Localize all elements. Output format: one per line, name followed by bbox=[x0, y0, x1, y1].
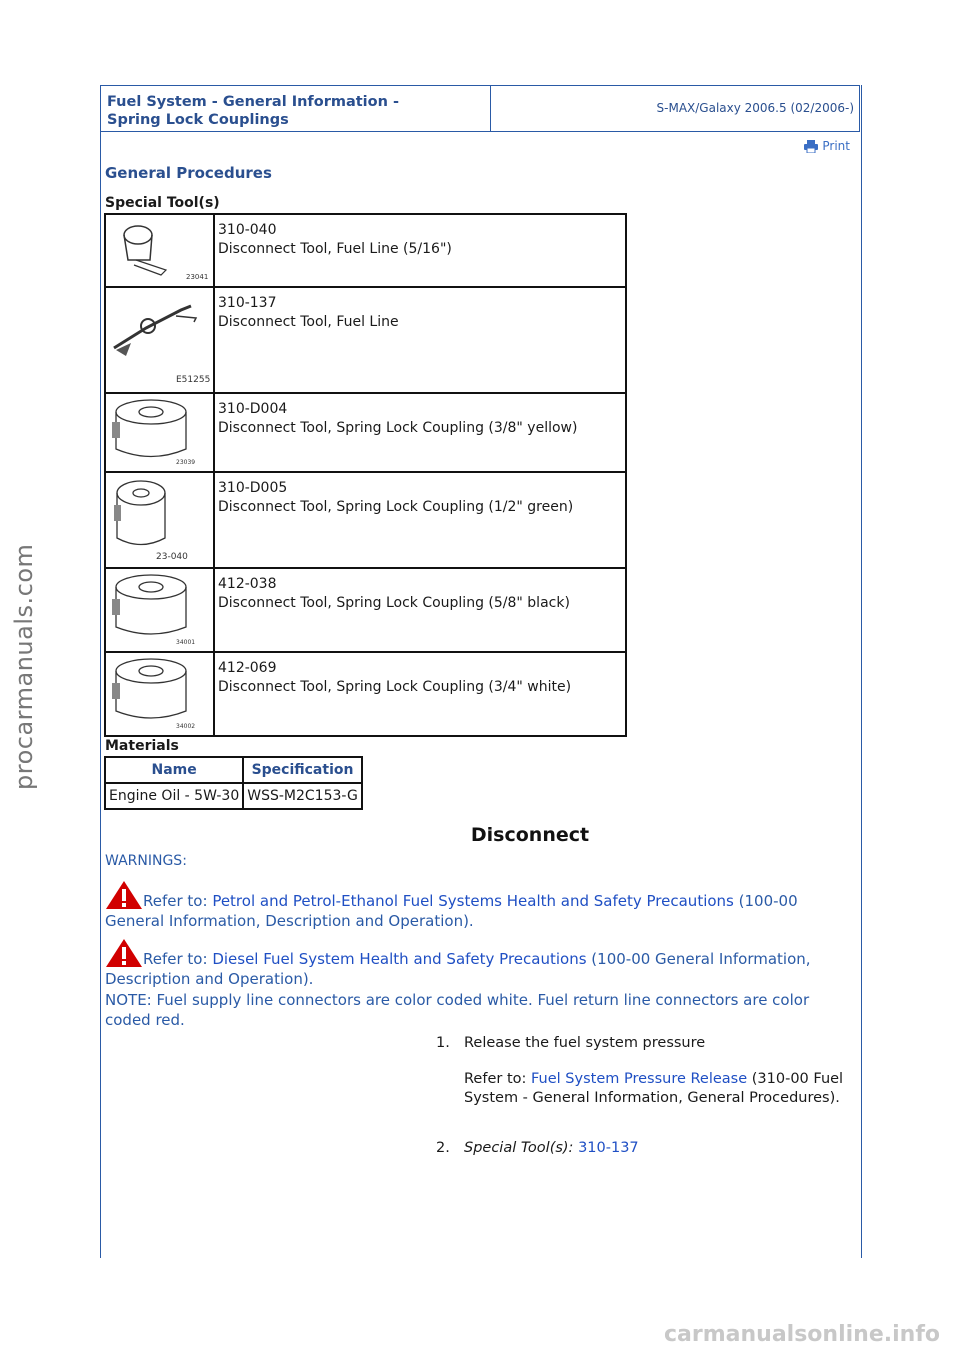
warning-icon bbox=[105, 880, 143, 910]
tool-code: 310-040 bbox=[218, 222, 277, 238]
tool-image bbox=[105, 568, 214, 652]
tool-name: Disconnect Tool, Spring Lock Coupling (3/8" yellow) bbox=[218, 420, 578, 436]
tool-name: Disconnect Tool, Spring Lock Coupling (3/4" white) bbox=[218, 679, 572, 695]
step-text: Release the fuel system pressure bbox=[464, 1035, 706, 1051]
special-tools-heading: Special Tool(s) bbox=[105, 195, 220, 211]
material-spec: WSS-M2C153-G bbox=[243, 783, 362, 809]
tool-412-069-illustration bbox=[106, 653, 211, 731]
tool-description bbox=[214, 472, 626, 568]
tool-310-137-link[interactable]: 310-137 bbox=[578, 1140, 639, 1156]
ref-suffix: (310-00 Fuel System - General Information, General Procedures). bbox=[464, 1071, 844, 1106]
svg-text:E51255: E51255 bbox=[176, 375, 211, 385]
general-procedures-heading: General Procedures bbox=[105, 164, 272, 182]
tool-name: Disconnect Tool, Fuel Line bbox=[218, 314, 399, 330]
step-reference bbox=[464, 1070, 854, 1108]
special-tools-table bbox=[104, 213, 627, 737]
ref-prefix: Refer to: bbox=[464, 1071, 531, 1087]
printer-icon bbox=[804, 140, 818, 153]
warning-icon bbox=[105, 938, 143, 968]
step-body bbox=[464, 1139, 854, 1158]
footer-watermark: carmanualsonline.info bbox=[664, 1322, 940, 1347]
tool-name: Disconnect Tool, Spring Lock Coupling (1/2" green) bbox=[218, 499, 574, 515]
note-text: NOTE: Fuel supply line connectors are color coded white. Fuel return line connectors are color coded red. bbox=[105, 991, 810, 1029]
tool-row bbox=[105, 287, 626, 393]
material-name: Engine Oil - 5W-30 bbox=[105, 783, 243, 809]
tool-description bbox=[214, 393, 626, 472]
title-line-2: Spring Lock Couplings bbox=[107, 112, 289, 128]
svg-text:23039: 23039 bbox=[176, 459, 196, 466]
warning-1 bbox=[105, 880, 845, 931]
tool-row bbox=[105, 652, 626, 736]
warning-suffix: (100-00 General Information, Description and Operation). bbox=[105, 950, 811, 988]
tool-412-038-illustration bbox=[106, 569, 211, 647]
tool-code: 412-038 bbox=[218, 576, 277, 592]
tool-description bbox=[214, 214, 626, 287]
tool-image bbox=[105, 393, 214, 472]
fuel-pressure-release-link[interactable]: Fuel System Pressure Release bbox=[531, 1071, 748, 1087]
tool-name: Disconnect Tool, Fuel Line (5/16") bbox=[218, 241, 452, 257]
step-1 bbox=[436, 1034, 846, 1134]
print-button[interactable] bbox=[804, 139, 850, 153]
tool-description bbox=[214, 652, 626, 736]
tool-310-040-illustration bbox=[106, 215, 211, 282]
column-header: Name bbox=[105, 757, 243, 783]
side-watermark: procarmanuals.com bbox=[10, 543, 38, 790]
print-label: Print bbox=[822, 139, 850, 153]
special-tools-label: Special Tool(s): bbox=[464, 1140, 574, 1156]
tool-code: 310-137 bbox=[218, 295, 277, 311]
tool-row bbox=[105, 214, 626, 287]
tool-row bbox=[105, 472, 626, 568]
warning-link-diesel[interactable]: Diesel Fuel System Health and Safety Precautions bbox=[212, 950, 587, 968]
warning-prefix: Refer to: bbox=[143, 892, 213, 910]
warnings-label: WARNINGS: bbox=[105, 853, 187, 869]
warning-prefix: Refer to: bbox=[143, 950, 213, 968]
materials-header-row bbox=[105, 757, 362, 783]
tool-name: Disconnect Tool, Spring Lock Coupling (5/8" black) bbox=[218, 595, 570, 611]
step-number: 1. bbox=[436, 1035, 450, 1051]
table-row bbox=[105, 783, 362, 809]
svg-text:23041: 23041 bbox=[186, 273, 209, 281]
disconnect-heading: Disconnect bbox=[470, 824, 590, 846]
svg-text:34002: 34002 bbox=[176, 723, 196, 730]
tool-310-D005-illustration bbox=[106, 473, 211, 563]
svg-text:34001: 34001 bbox=[176, 639, 196, 646]
tool-image bbox=[105, 287, 214, 393]
materials-table bbox=[104, 756, 363, 810]
tool-code: 310-D004 bbox=[218, 401, 288, 417]
step-2 bbox=[436, 1139, 846, 1161]
column-header: Specification bbox=[243, 757, 362, 783]
tool-description bbox=[214, 568, 626, 652]
svg-text:23-040: 23-040 bbox=[156, 552, 188, 562]
vehicle-model: S-MAX/Galaxy 2006.5 (02/2006-) bbox=[656, 101, 854, 115]
warning-2 bbox=[105, 938, 845, 989]
tool-image bbox=[105, 214, 214, 287]
step-body bbox=[464, 1034, 854, 1108]
tool-310-137-illustration bbox=[106, 288, 211, 388]
warning-suffix: (100-00 General Information, Description and Operation). bbox=[105, 892, 798, 930]
tool-description bbox=[214, 287, 626, 393]
tool-image bbox=[105, 472, 214, 568]
tool-image bbox=[105, 652, 214, 736]
document-header bbox=[100, 85, 860, 132]
title-line-1: Fuel System - General Information - bbox=[107, 94, 400, 110]
tool-code: 412-069 bbox=[218, 660, 277, 676]
warning-link-petrol[interactable]: Petrol and Petrol-Ethanol Fuel Systems Health and Safety Precautions bbox=[212, 892, 734, 910]
tool-row bbox=[105, 393, 626, 472]
tool-row bbox=[105, 568, 626, 652]
materials-heading: Materials bbox=[105, 738, 179, 754]
tool-code: 310-D005 bbox=[218, 480, 288, 496]
tool-310-D004-illustration bbox=[106, 394, 211, 467]
document-title bbox=[101, 86, 491, 131]
step-number: 2. bbox=[436, 1140, 450, 1156]
